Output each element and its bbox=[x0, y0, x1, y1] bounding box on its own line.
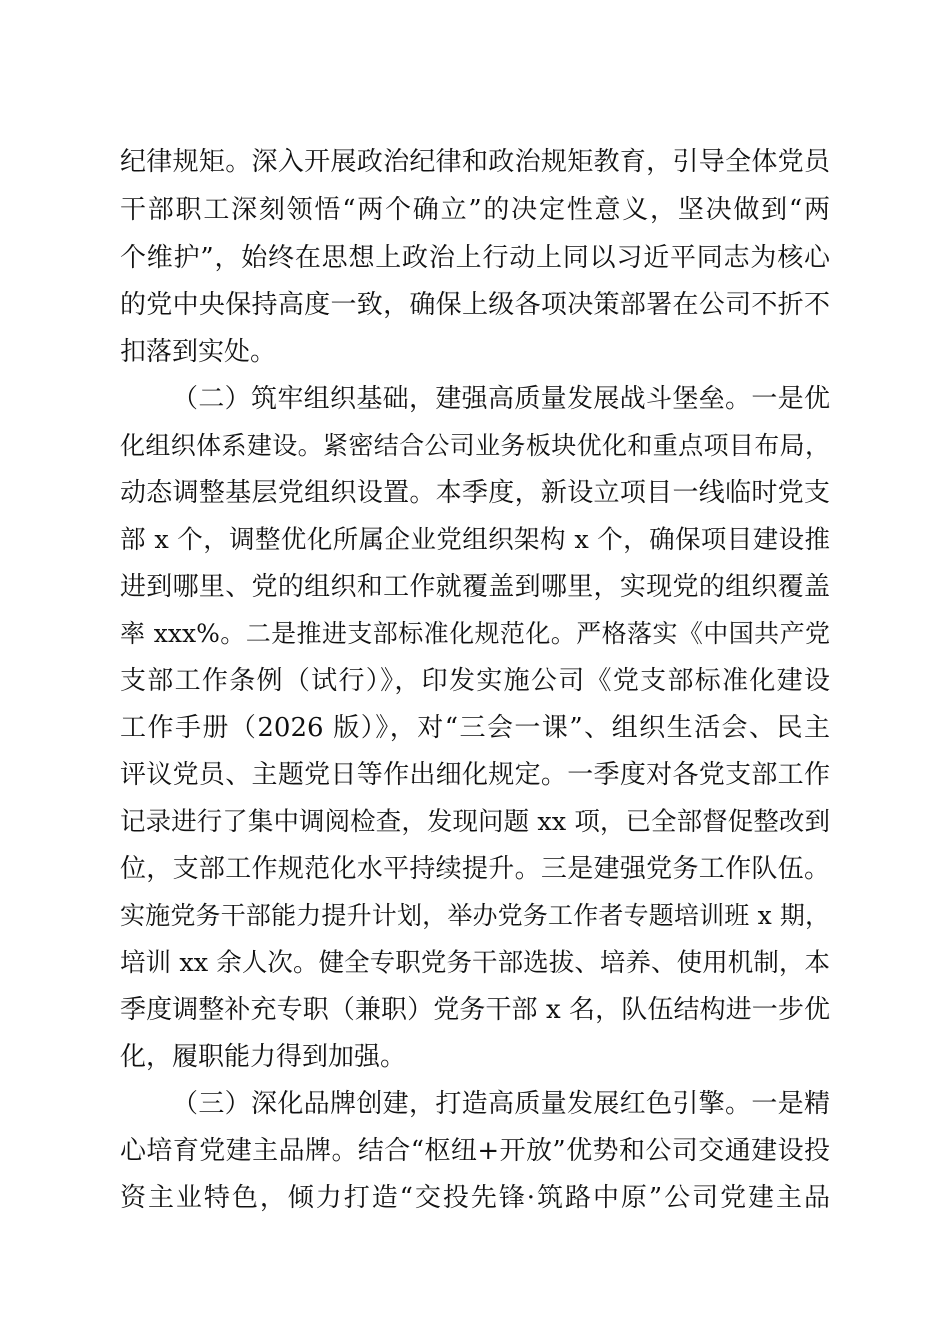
text-line: 动态调整基层党组织设置。本季度，新设立项目一线临时党支 bbox=[120, 478, 830, 508]
text-line: 培训 xx 余人次。健全专职党务干部选拔、培养、使用机制，本 bbox=[120, 948, 830, 978]
text-line: 工作手册（2026 版）》，对“三会一课”、组织生活会、民主 bbox=[120, 713, 830, 743]
text-line: 季度调整补充专职（兼职）党务干部 x 名，队伍结构进一步优 bbox=[120, 995, 830, 1025]
text-line: 个维护”，始终在思想上政治上行动上同以习近平同志为核心 bbox=[120, 243, 830, 273]
text-line: 支部工作条例（试行）》，印发实施公司《党支部标准化建设 bbox=[120, 666, 830, 696]
text-line: 率 xxx%。二是推进支部标准化规范化。严格落实《中国共产党 bbox=[120, 619, 830, 648]
text-line: 评议党员、主题党日等作出细化规定。一季度对各党支部工作 bbox=[120, 760, 830, 790]
text-line: 的党中央保持高度一致，确保上级各项决策部署在公司不折不 bbox=[120, 290, 830, 320]
text-line: 位，支部工作规范化水平持续提升。三是建强党务工作队伍。 bbox=[120, 854, 830, 884]
section-heading-line: （二）筑牢组织基础，建强高质量发展战斗堡垒。一是优 bbox=[172, 384, 830, 414]
text-line: 化组织体系建设。紧密结合公司业务板块优化和重点项目布局， bbox=[120, 431, 830, 460]
text-line: 干部职工深刻领悟“两个确立”的决定性意义，坚决做到“两 bbox=[120, 195, 830, 225]
text-line: 实施党务干部能力提升计划，举办党务工作者专题培训班 x 期， bbox=[120, 901, 830, 930]
text-line: 化，履职能力得到加强。 bbox=[120, 1042, 407, 1072]
text-line: 记录进行了集中调阅检查，发现问题 xx 项，已全部督促整改到 bbox=[120, 807, 830, 837]
text-line: 部 x 个，调整优化所属企业党组织架构 x 个，确保项目建设推 bbox=[120, 525, 830, 555]
section-heading-line: （三）深化品牌创建，打造高质量发展红色引擎。一是精 bbox=[172, 1089, 830, 1119]
text-line: 扣落到实处。 bbox=[120, 337, 277, 367]
text-line: 进到哪里、党的组织和工作就覆盖到哪里，实现党的组织覆盖 bbox=[120, 572, 830, 602]
text-line: 心培育党建主品牌。结合“枢纽+开放”优势和公司交通建设投 bbox=[120, 1136, 830, 1166]
text-line: 资主业特色，倾力打造“交投先锋·筑路中原”公司党建主品 bbox=[120, 1183, 830, 1213]
text-line: 纪律规矩。深入开展政治纪律和政治规矩教育，引导全体党员 bbox=[120, 147, 830, 177]
